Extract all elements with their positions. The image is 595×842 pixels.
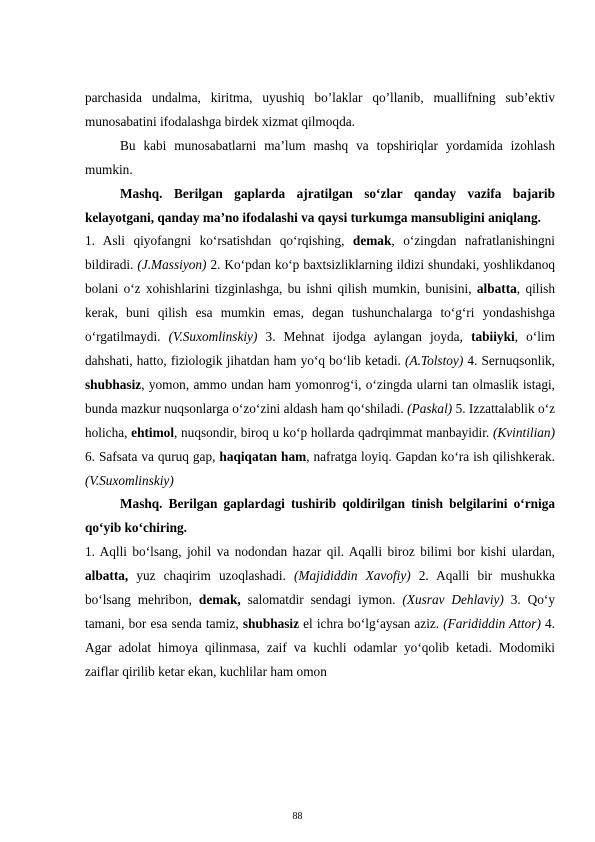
paragraph-p3 (85, 182, 555, 230)
paragraph-p1 (85, 86, 555, 134)
author-citation: (Majididdin Xavofiy) (293, 568, 411, 584)
author-citation: (A.Tolstoy) (405, 352, 464, 368)
bold-term: demak (352, 233, 392, 249)
text-run: 3. Qo‘y tamani, bor esa senda tamiz, (85, 592, 555, 631)
text-run: yuz chaqirim uzoqlashadi. (128, 568, 294, 584)
bold-term: shubhasiz (242, 615, 300, 631)
bold-term: haqiqatan ham (219, 448, 307, 464)
paragraph-p6 (85, 540, 555, 683)
text-run: , o‘lim dahshati, hatto, fiziologik jihatdan ham yo‘q bo‘lib ketadi. (85, 329, 555, 368)
text-run: 3. Mehnat ijodga aylangan joyda, (257, 329, 472, 345)
text-run: 1. Aqlli bo‘lsang, johil va nodondan hazar qil. Aqalli biroz bilimi bor kishi ulardan, (85, 544, 555, 560)
author-citation: (V.Suxomlinskiy) (85, 472, 174, 488)
bold-term: Mashq. Berilgan gaplarda ajratilgan so‘zlar qanday vazifa bajarib kelayotgani, qanday ma’no ifodalashi va qaysi turkumga mansubligini aniqlang. (85, 185, 555, 225)
page-body (85, 86, 555, 684)
text-run: 2. Ko‘pdan ko‘p baxtsizliklarning ildizi shundaki, yoshlikdanoq bolani o‘z xohishlarini tizginlashga, bu ishni qilish mumkin, bunisini, (85, 257, 556, 297)
author-citation: (Paskal) (407, 400, 453, 416)
text-run: salomatdir sendagi iymon. (240, 592, 403, 608)
author-citation: (Xusrav Dehlaviy) (402, 592, 504, 608)
text-run: 2. Aqalli bir mushukka bo‘lsang mehribon, (85, 568, 556, 608)
text-run: 6. Safsata va quruq gap, (85, 448, 220, 464)
text-run: 4. Sernuqsonlik, (463, 352, 556, 368)
author-citation: (J.Massiyon) (137, 257, 207, 273)
text-run: , yomon, ammo undan ham yomonrog‘i, o‘zingda ularni tan olmaslik istagi, bunda mazkur nuqsonlarga o‘zo‘zini aldash ham qo‘shiladi. (85, 376, 555, 416)
bold-term: demak, (198, 592, 241, 608)
author-citation: (Farididdin Attor) (443, 615, 541, 631)
text-run: el ichra bo‘lg‘aysan aziz. (299, 615, 444, 631)
bold-term: albatta, (85, 568, 129, 584)
paragraph-p2 (85, 134, 555, 182)
bold-term: shubhasiz (85, 376, 142, 392)
text-run: 1. Asli qiyofangni ko‘rsatishdan qo‘rqishing, (85, 233, 353, 249)
author-citation: (V.Suxomlinskiy) (168, 329, 258, 345)
text-run: , nuqsondir, biroq u ko‘p hollarda qadrqimmat manbayidir. (174, 424, 493, 440)
bold-term: ehtimol (131, 424, 175, 440)
page-number: 88 (292, 811, 303, 822)
text-run: , nafratga loyiq. Gapdan ko‘ra ish qilishkerak. (306, 448, 555, 464)
text-run: parchasida undalma, kiritma, uyushiq bo’laklar qo’llanib, muallifning sub’ektiv munosabatini ifodalashga birdek xizmat qilmoqda. (85, 90, 555, 129)
text-run: 4. Agar adolat himoya qilinmasa, zaif va kuchli odamlar yo‘qolib ketadi. Modomiki zaiflar qirilib ketar ekan, kuchlilar ham omon (85, 615, 555, 679)
text-run: , o‘zingdan nafratlanishingni bildiradi. (85, 233, 555, 273)
text-run: , qilish kerak, buni qilish esa mumkin emas, degan tushunchalarga to‘g‘ri yondashishga o‘rgatilmaydi. (85, 281, 555, 345)
paragraph-p5 (85, 492, 555, 540)
author-citation: (Kvintilian) (492, 424, 555, 440)
bold-term: albatta (476, 281, 517, 297)
paragraph-p4 (85, 229, 555, 492)
bold-term: Mashq. Berilgan gaplardagi tushirib qoldirilgan tinish belgilarini o‘rniga qo‘yib ko‘chiring. (85, 496, 555, 536)
text-run: Bu kabi munosabatlarni ma’lum mashq va topshiriqlar yordamida izohlash mumkin. (85, 137, 555, 177)
text-run: 5. Izzattalablik o‘z holicha, (85, 400, 556, 440)
bold-term: tabiiyki (471, 329, 515, 345)
